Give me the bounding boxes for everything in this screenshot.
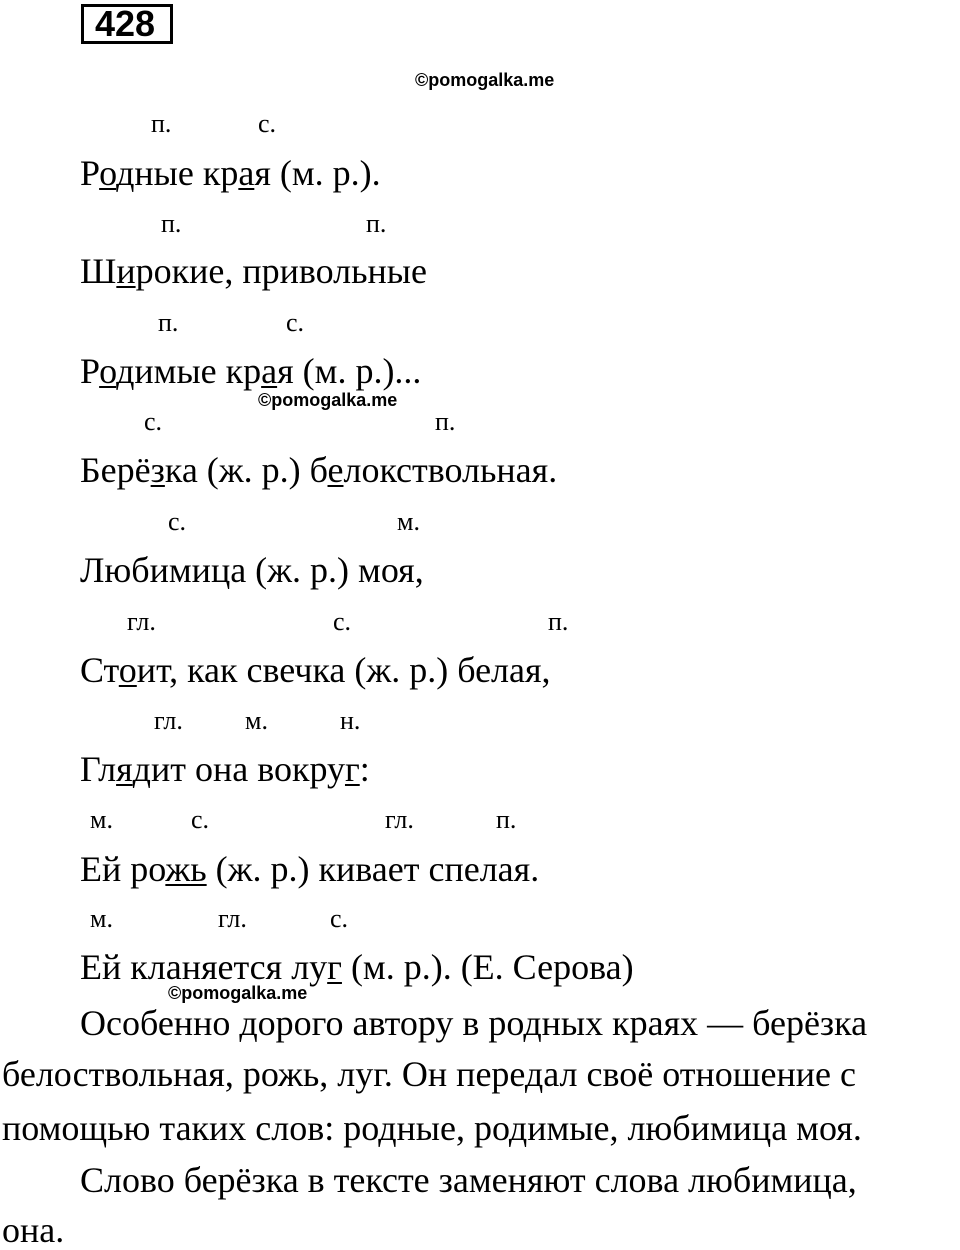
pos-annotation: н. [340,706,361,735]
pos-annotation: с. [144,407,163,436]
poem-line-2: Широкие, привольные [80,251,427,291]
pos-annotation: с. [330,904,349,933]
pos-annotation: п. [161,209,182,238]
pos-annotation: м. [397,507,420,536]
pos-annotation: с. [258,109,277,138]
pos-annotation: м. [245,706,268,735]
pos-annotation: с. [191,805,210,834]
pos-annotation: гл. [154,706,183,735]
poem-line-5: Любимица (ж. р.) моя, [80,550,424,590]
pos-annotation: п. [151,109,172,138]
pos-annotation: п. [435,407,456,436]
pos-annotation: п. [496,805,517,834]
poem-line-6: Стоит, как свечка (ж. р.) белая, [80,650,551,690]
watermark: ©pomogalka.me [168,983,308,1003]
pos-annotation: с. [286,308,305,337]
poem-line-3: Родимые края (м. р.)... [80,351,422,391]
prose-line: помощью таких слов: родные, родимые, любимица моя. [2,1108,862,1148]
pos-annotation: п. [158,308,179,337]
pos-annotation: п. [366,209,387,238]
watermark: ©pomogalka.me [258,390,398,410]
pos-annotation: гл. [385,805,414,834]
poem-line-8: Ей рожь (ж. р.) кивает спелая. [80,849,540,889]
poem-line-4: Берёзка (ж. р.) белокствольная. [80,450,558,490]
poem-line-1: Родные края (м. р.). [80,153,381,193]
prose-line: белоствольная, рожь, луг. Он передал своё отношение с [2,1054,856,1094]
pos-annotation: с. [168,507,187,536]
pos-annotation: м. [90,805,113,834]
pos-annotation: м. [90,904,113,933]
pos-annotation: с. [333,607,352,636]
pos-annotation: гл. [218,904,247,933]
pos-annotation: гл. [127,607,156,636]
prose-line: она. [2,1210,65,1250]
exercise-number: 428 [81,4,173,44]
poem-line-7: Глядит она вокруг: [80,749,370,789]
watermark: ©pomogalka.me [415,70,555,90]
pos-annotation: п. [548,607,569,636]
prose-line: Слово берёзка в тексте заменяют слова любимица, [80,1160,857,1200]
prose-line: Особенно дорого автору в родных краях — берёзка [80,1003,868,1043]
poem-line-9: Ей кланяется луг (м. р.). (Е. Серова) [80,947,634,987]
